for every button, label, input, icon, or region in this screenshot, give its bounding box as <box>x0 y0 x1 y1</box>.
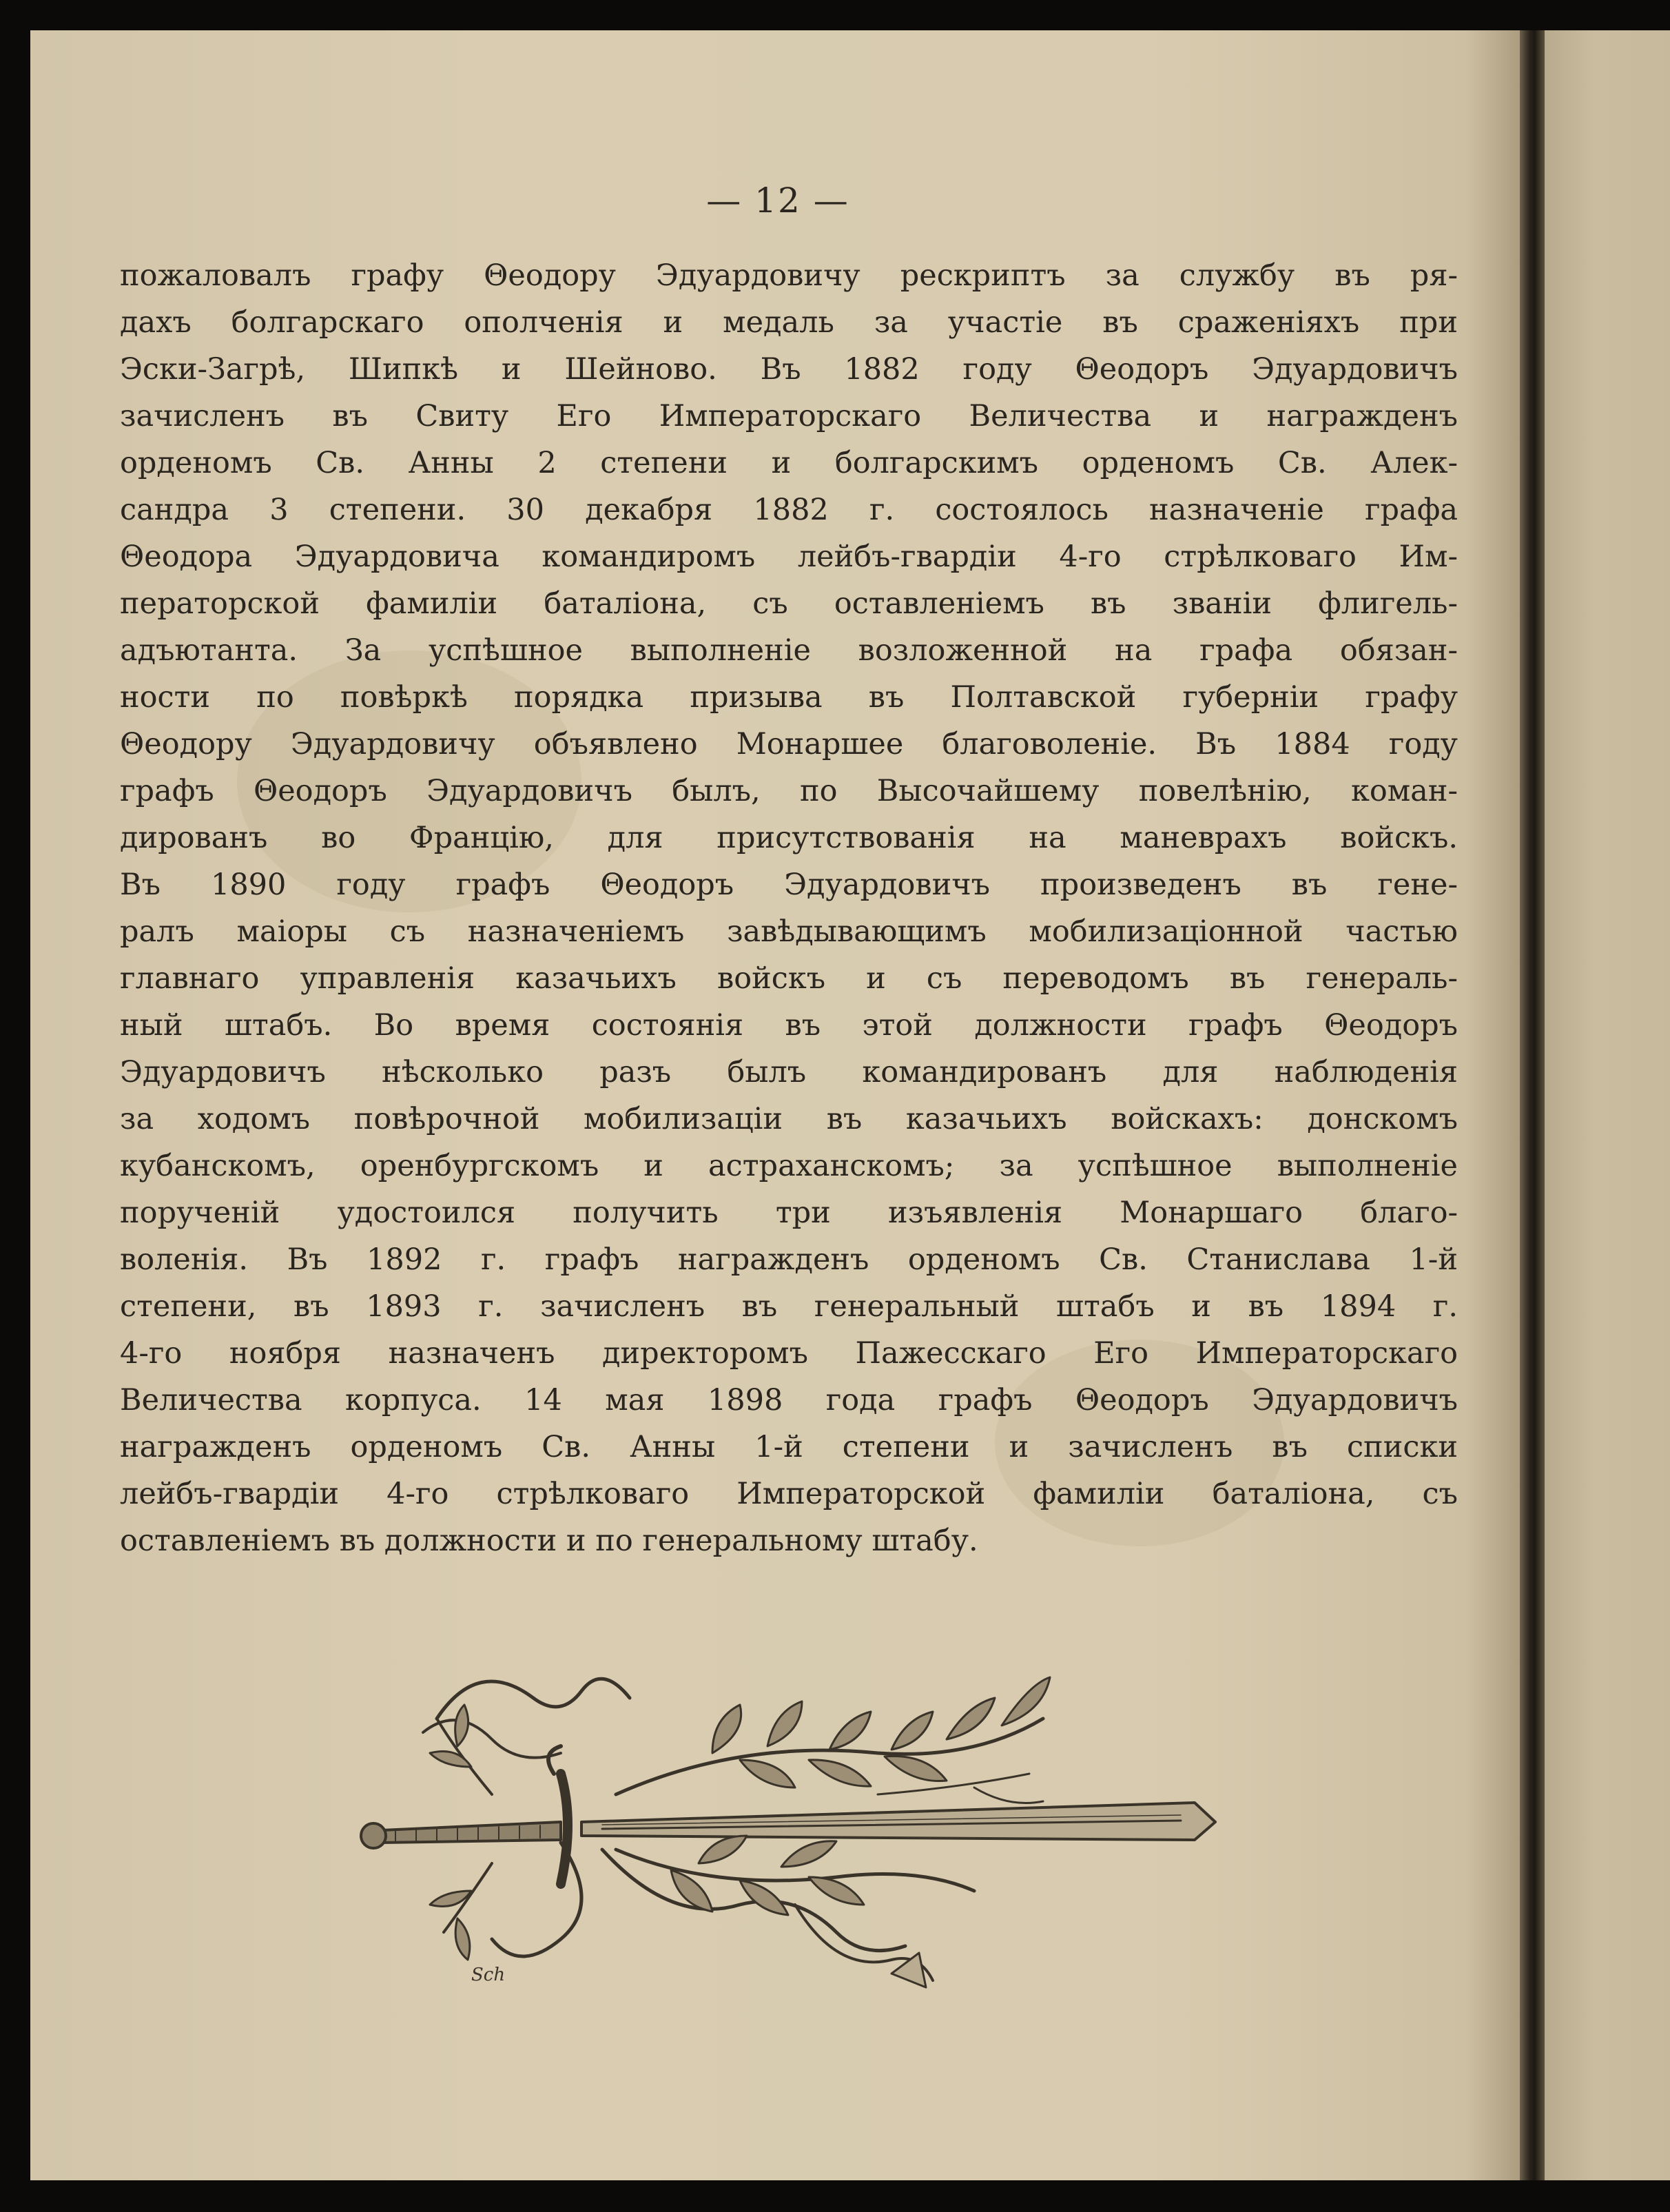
book-gutter <box>1520 30 1545 2180</box>
text-line: степени, въ 1893 г. зачисленъ въ генеральный штабъ и въ 1894 г. <box>120 1289 1458 1324</box>
text-line: порученій удостоился получить три изъявленія Монаршаго благо- <box>120 1196 1458 1230</box>
text-line: 4-го ноября назначенъ директоромъ Пажесскаго Его Императорскаго <box>120 1336 1458 1371</box>
scanned-spread <box>30 30 1670 2180</box>
text-line: зачисленъ въ Свиту Его Императорскаго Величества и награжденъ <box>120 399 1458 433</box>
text-line: ности по повѣркѣ порядка призыва въ Полтавской губерніи графу <box>120 680 1458 715</box>
text-line: пожаловалъ графу Θеодору Эдуардовичу рескриптъ за службу въ ря- <box>120 258 1458 293</box>
engraver-signature: Sch <box>471 1965 506 1985</box>
text-line: дахъ болгарскаго ополченія и медаль за участіе въ сраженіяхъ при <box>120 305 1458 340</box>
adjacent-page-edge <box>1545 30 1670 2180</box>
text-line: оставленіемъ въ должности и по генеральному штабу. <box>120 1524 978 1558</box>
text-line: воленія. Въ 1892 г. графъ награжденъ орденомъ Св. Станислава 1-й <box>120 1242 1458 1277</box>
text-line: Θеодору Эдуардовичу объявлено Монаршее благоволеніе. Въ 1884 году <box>120 727 1458 761</box>
text-line: главнаго управленія казачьихъ войскъ и съ переводомъ въ генераль- <box>120 961 1458 996</box>
text-line: Эски-Загрѣ, Шипкѣ и Шейново. Въ 1882 году Θеодоръ Эдуардовичъ <box>120 352 1458 387</box>
text-line: дированъ во Францію, для присутствованія на маневрахъ войскъ. <box>120 821 1458 855</box>
page-number: — 12 — <box>706 181 849 221</box>
book-page <box>30 30 1525 2180</box>
text-line: за ходомъ повѣрочной мобилизаціи въ казачьихъ войскахъ: донскомъ <box>120 1102 1458 1136</box>
text-line: ралъ маіоры съ назначеніемъ завѣдывающимъ мобилизаціонной частью <box>120 914 1458 949</box>
body-text <box>120 252 1458 1564</box>
text-line: Эдуардовичъ нѣсколько разъ былъ командированъ для наблюденія <box>120 1055 1458 1089</box>
text-line: графъ Θеодоръ Эдуардовичъ былъ, по Высочайшему повелѣнію, коман- <box>120 774 1458 808</box>
sword-laurel-ornament-icon <box>354 1615 1222 2001</box>
text-line: награжденъ орденомъ Св. Анны 1-й степени и зачисленъ въ списки <box>120 1430 1458 1464</box>
text-line: кубанскомъ, оренбургскомъ и астраханскомъ; за успѣшное выполненіе <box>120 1149 1458 1183</box>
text-line: Величества корпуса. 14 мая 1898 года графъ Θеодоръ Эдуардовичъ <box>120 1383 1458 1417</box>
text-line: лейбъ-гвардіи 4-го стрѣлковаго Императорской фамиліи баталіона, съ <box>120 1477 1458 1511</box>
text-line: сандра 3 степени. 30 декабря 1882 г. состоялось назначеніе графа <box>120 493 1458 527</box>
text-line: орденомъ Св. Анны 2 степени и болгарскимъ орденомъ Св. Алек- <box>120 446 1458 480</box>
text-line: адъютанта. За успѣшное выполненіе возложенной на графа обязан- <box>120 633 1458 668</box>
text-line: Θеодора Эдуардовича командиромъ лейбъ-гвардіи 4-го стрѣлковаго Им- <box>120 540 1458 574</box>
text-line: Въ 1890 году графъ Θеодоръ Эдуардовичъ произведенъ въ гене- <box>120 868 1458 902</box>
text-line: ный штабъ. Во время состоянія въ этой должности графъ Θеодоръ <box>120 1008 1458 1043</box>
text-line: ператорской фамиліи баталіона, съ оставленіемъ въ званіи флигель- <box>120 586 1458 621</box>
